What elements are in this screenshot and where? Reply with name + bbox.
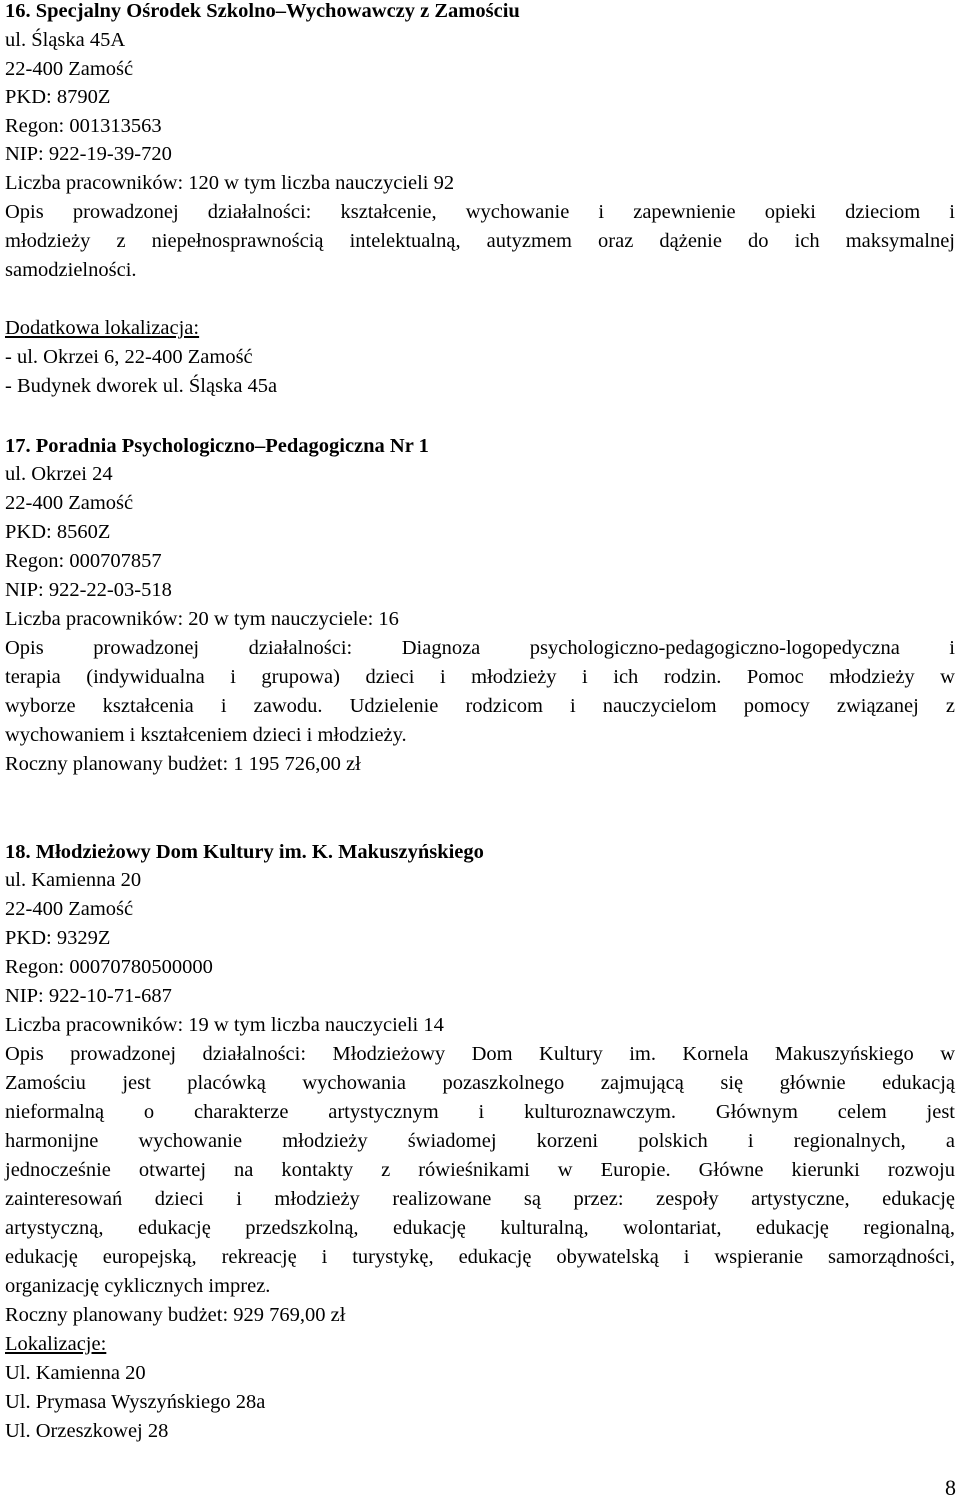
employee-count: Liczba pracowników: 20 w tym nauczyciele: 16 xyxy=(5,608,399,630)
description-line: nieformalną o charakterze artystycznym i kulturoznawczym. Głównym celem jest xyxy=(5,1101,955,1123)
budget: Roczny planowany budżet: 1 195 726,00 zł xyxy=(5,753,361,775)
city: 22-400 Zamość xyxy=(5,898,134,920)
section-heading: 18. Młodzieżowy Dom Kultury im. K. Makuszyńskiego xyxy=(5,841,484,863)
regon-number: Regon: 00070780500000 xyxy=(5,956,213,978)
description-line: edukację europejską, rekreację i turystykę, edukację obywatelską i wspieranie samorządności, xyxy=(5,1246,955,1268)
page-number: 8 xyxy=(945,1475,956,1500)
description-line: wychowaniem i kształceniem dzieci i młodzieży. xyxy=(5,724,407,746)
extra-location: - Budynek dworek ul. Śląska 45a xyxy=(5,375,278,397)
location-item: Ul. Prymasa Wyszyńskiego 28a xyxy=(5,1391,266,1413)
street-address: ul. Okrzei 24 xyxy=(5,463,113,485)
description-line: organizację cyklicznych imprez. xyxy=(5,1275,271,1297)
description-line: młodzieży z niepełnosprawnością intelektualną, autyzmem oraz dążenie do ich maksymalnej xyxy=(5,230,955,252)
location-item: Ul. Orzeszkowej 28 xyxy=(5,1420,169,1442)
street-address: ul. Śląska 45A xyxy=(5,29,126,51)
pkd-code: PKD: 9329Z xyxy=(5,927,111,949)
extra-location-label: Dodatkowa lokalizacja: xyxy=(5,317,200,339)
nip-number: NIP: 922-19-39-720 xyxy=(5,143,172,165)
description-line: Opis prowadzonej działalności: kształcenie, wychowanie i zapewnienie opieki dzieciom i xyxy=(5,201,955,223)
description-line: artystyczną, edukację przedszkolną, edukację kulturalną, wolontariat, edukację regionalną, xyxy=(5,1217,955,1239)
budget: Roczny planowany budżet: 929 769,00 zł xyxy=(5,1304,346,1326)
description-line: harmonijne wychowanie młodzieży świadomej korzeni polskich i regionalnych, a xyxy=(5,1130,955,1152)
section-heading: 16. Specjalny Ośrodek Szkolno–Wychowawczy z Zamościu xyxy=(5,0,520,22)
employee-count: Liczba pracowników: 19 w tym liczba nauczycieli 14 xyxy=(5,1014,444,1036)
city: 22-400 Zamość xyxy=(5,58,134,80)
pkd-code: PKD: 8560Z xyxy=(5,521,111,543)
description-line: jednocześnie otwartej na kontakty z rówieśnikami w Europie. Główne kierunki rozwoju xyxy=(5,1159,955,1181)
locations-label: Lokalizacje: xyxy=(5,1333,107,1355)
description-line: wyborze kształcenia i zawodu. Udzielenie rodzicom i nauczycielom pomocy związanej z xyxy=(5,695,955,717)
nip-number: NIP: 922-10-71-687 xyxy=(5,985,172,1007)
description-line: Zamościu jest placówką wychowania pozaszkolnego zajmującą się głównie edukacją xyxy=(5,1072,955,1094)
regon-number: Regon: 001313563 xyxy=(5,115,162,137)
location-item: Ul. Kamienna 20 xyxy=(5,1362,146,1384)
description-line: Opis prowadzonej działalności: Młodzieżowy Dom Kultury im. Kornela Makuszyńskiego w xyxy=(5,1043,955,1065)
description-line: zainteresowań dzieci i młodzieży realizowane są przez: zespoły artystyczne, edukację xyxy=(5,1188,955,1210)
section-heading: 17. Poradnia Psychologiczno–Pedagogiczna Nr 1 xyxy=(5,435,429,457)
regon-number: Regon: 000707857 xyxy=(5,550,162,572)
pkd-code: PKD: 8790Z xyxy=(5,86,111,108)
city: 22-400 Zamość xyxy=(5,492,134,514)
extra-location: - ul. Okrzei 6, 22-400 Zamość xyxy=(5,346,253,368)
description-line: terapia (indywidualna i grupowa) dzieci i młodzieży i ich rodzin. Pomoc młodzieży w xyxy=(5,666,955,688)
description-line: samodzielności. xyxy=(5,259,137,281)
description-line: Opis prowadzonej działalności: Diagnoza psychologiczno-pedagogiczno-logopedyczna i xyxy=(5,637,955,659)
street-address: ul. Kamienna 20 xyxy=(5,869,142,891)
employee-count: Liczba pracowników: 120 w tym liczba nauczycieli 92 xyxy=(5,172,455,194)
nip-number: NIP: 922-22-03-518 xyxy=(5,579,172,601)
